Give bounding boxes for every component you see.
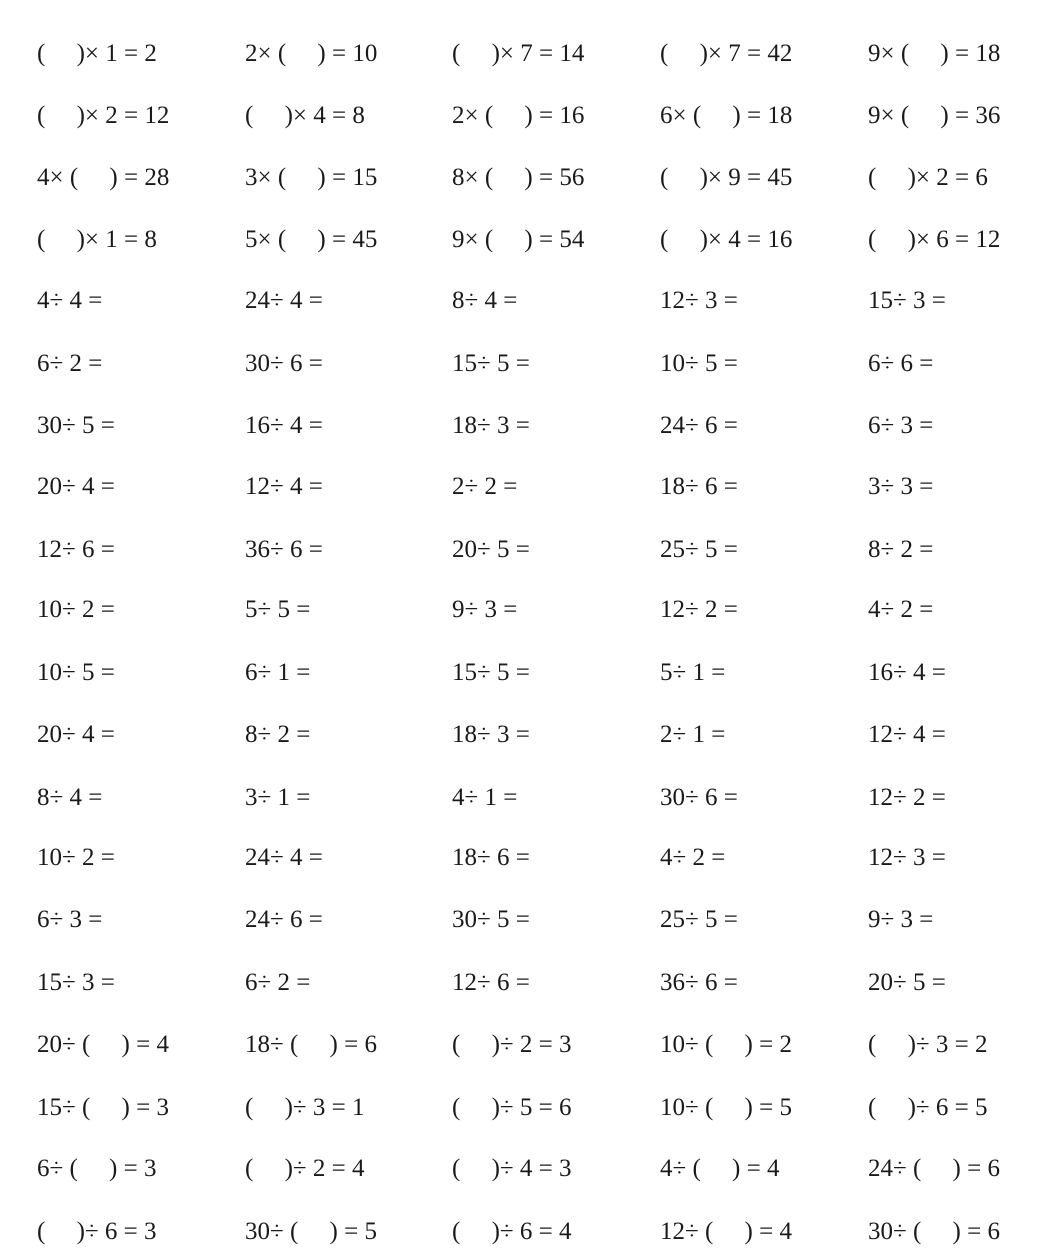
problem: 2÷ 2 = <box>452 473 518 500</box>
problem: 15÷ 3 = <box>37 969 115 996</box>
problem: 20÷ ( ) = 4 <box>37 1031 169 1058</box>
problem: 18÷ 3 = <box>452 412 530 439</box>
problem: ( )× 2 = 12 <box>37 102 170 129</box>
problem: 5÷ 5 = <box>245 596 311 623</box>
problem: ( )× 1 = 2 <box>37 40 157 67</box>
problem: 8÷ 2 = <box>245 721 311 748</box>
problem: ( )÷ 5 = 6 <box>452 1094 572 1121</box>
problem: 8÷ 2 = <box>868 536 934 563</box>
problem: 20÷ 5 = <box>452 536 530 563</box>
problem: ( )÷ 2 = 3 <box>452 1031 572 1058</box>
problem: 24÷ 4 = <box>245 287 323 314</box>
problem: 25÷ 5 = <box>660 536 738 563</box>
problem-row <box>0 715 1056 755</box>
problem: ( )÷ 6 = 3 <box>37 1218 157 1245</box>
problem-row <box>0 1149 1056 1189</box>
problem: 4÷ 2 = <box>868 596 934 623</box>
problem: 24÷ 4 = <box>245 844 323 871</box>
problem: 18÷ 6 = <box>660 473 738 500</box>
problem-row <box>0 963 1056 1003</box>
problem: 15÷ 3 = <box>868 287 946 314</box>
problem: 36÷ 6 = <box>660 969 738 996</box>
problem: 6÷ 2 = <box>37 350 103 377</box>
problem: 15÷ 5 = <box>452 659 530 686</box>
problem: ( )× 2 = 6 <box>868 164 988 191</box>
problem: 30÷ 6 = <box>245 350 323 377</box>
problem: ( )× 7 = 42 <box>660 40 793 67</box>
problem: 36÷ 6 = <box>245 536 323 563</box>
problem: 30÷ ( ) = 5 <box>245 1218 377 1245</box>
problem: 9÷ 3 = <box>868 906 934 933</box>
problem-row <box>0 590 1056 630</box>
problem: 10÷ 2 = <box>37 844 115 871</box>
problem: ( )× 7 = 14 <box>452 40 585 67</box>
problem: ( )÷ 3 = 1 <box>245 1094 365 1121</box>
problem: 6÷ 3 = <box>868 412 934 439</box>
problem: ( )÷ 6 = 4 <box>452 1218 572 1245</box>
problem-row <box>0 838 1056 878</box>
problem: ( )× 1 = 8 <box>37 226 157 253</box>
problem: 18÷ 6 = <box>452 844 530 871</box>
problem: 30÷ 5 = <box>37 412 115 439</box>
problem: 12÷ 6 = <box>37 536 115 563</box>
problem: 6÷ 3 = <box>37 906 103 933</box>
problem: 4× ( ) = 28 <box>37 164 170 191</box>
problem: 6÷ ( ) = 3 <box>37 1155 157 1182</box>
problem: 9÷ 3 = <box>452 596 518 623</box>
problem: ( )× 9 = 45 <box>660 164 793 191</box>
problem: ( )× 6 = 12 <box>868 226 1001 253</box>
problem: 6× ( ) = 18 <box>660 102 793 129</box>
problem: 8÷ 4 = <box>452 287 518 314</box>
problem: 16÷ 4 = <box>868 659 946 686</box>
problem: 24÷ 6 = <box>660 412 738 439</box>
problem-row <box>0 281 1056 321</box>
problem-row <box>0 344 1056 384</box>
problem: 12÷ 2 = <box>868 784 946 811</box>
problem: 12÷ 3 = <box>868 844 946 871</box>
problem: 12÷ 4 = <box>245 473 323 500</box>
problem: ( )÷ 4 = 3 <box>452 1155 572 1182</box>
problem: ( )÷ 6 = 5 <box>868 1094 988 1121</box>
problem: 20÷ 4 = <box>37 473 115 500</box>
problem-row <box>0 220 1056 260</box>
problem: 30÷ ( ) = 6 <box>868 1218 1000 1245</box>
problem-row <box>0 530 1056 570</box>
problem: ( )÷ 3 = 2 <box>868 1031 988 1058</box>
problem-row <box>0 1212 1056 1252</box>
problem: 15÷ ( ) = 3 <box>37 1094 169 1121</box>
problem: 4÷ ( ) = 4 <box>660 1155 780 1182</box>
problem-row <box>0 467 1056 507</box>
problem: 18÷ ( ) = 6 <box>245 1031 377 1058</box>
problem: 6÷ 6 = <box>868 350 934 377</box>
problem: 4÷ 1 = <box>452 784 518 811</box>
problem: 3× ( ) = 15 <box>245 164 378 191</box>
problem: 5÷ 1 = <box>660 659 726 686</box>
problem-row <box>0 778 1056 818</box>
problem: 20÷ 5 = <box>868 969 946 996</box>
problem: 10÷ ( ) = 2 <box>660 1031 792 1058</box>
problem: 12÷ ( ) = 4 <box>660 1218 792 1245</box>
problem: 9× ( ) = 54 <box>452 226 585 253</box>
problem: 8÷ 4 = <box>37 784 103 811</box>
problem: 10÷ 5 = <box>37 659 115 686</box>
problem: 30÷ 5 = <box>452 906 530 933</box>
problem: 2× ( ) = 16 <box>452 102 585 129</box>
problem: 20÷ 4 = <box>37 721 115 748</box>
problem: 15÷ 5 = <box>452 350 530 377</box>
problem: 10÷ 5 = <box>660 350 738 377</box>
problem: ( )× 4 = 16 <box>660 226 793 253</box>
problem-row <box>0 1025 1056 1065</box>
problem: 12÷ 2 = <box>660 596 738 623</box>
problem: 9× ( ) = 36 <box>868 102 1001 129</box>
problem: 25÷ 5 = <box>660 906 738 933</box>
problem: 3÷ 3 = <box>868 473 934 500</box>
problem: 10÷ 2 = <box>37 596 115 623</box>
problem: 12÷ 3 = <box>660 287 738 314</box>
problem: 10÷ ( ) = 5 <box>660 1094 792 1121</box>
problem: 5× ( ) = 45 <box>245 226 378 253</box>
problem-row <box>0 900 1056 940</box>
problem: 3÷ 1 = <box>245 784 311 811</box>
problem: ( )× 4 = 8 <box>245 102 365 129</box>
problem: 30÷ 6 = <box>660 784 738 811</box>
problem-row <box>0 34 1056 74</box>
problem: 12÷ 6 = <box>452 969 530 996</box>
problem-row <box>0 406 1056 446</box>
problem: 12÷ 4 = <box>868 721 946 748</box>
problem: 18÷ 3 = <box>452 721 530 748</box>
problem: 4÷ 2 = <box>660 844 726 871</box>
problem: 6÷ 1 = <box>245 659 311 686</box>
problem: 8× ( ) = 56 <box>452 164 585 191</box>
problem-row <box>0 653 1056 693</box>
problem: 24÷ 6 = <box>245 906 323 933</box>
problem-row <box>0 158 1056 198</box>
problem-row <box>0 96 1056 136</box>
problem: 2÷ 1 = <box>660 721 726 748</box>
problem: ( )÷ 2 = 4 <box>245 1155 365 1182</box>
problem: 6÷ 2 = <box>245 969 311 996</box>
problem: 2× ( ) = 10 <box>245 40 378 67</box>
problem: 9× ( ) = 18 <box>868 40 1001 67</box>
problem: 16÷ 4 = <box>245 412 323 439</box>
problem: 24÷ ( ) = 6 <box>868 1155 1000 1182</box>
problem: 4÷ 4 = <box>37 287 103 314</box>
problem-row <box>0 1088 1056 1128</box>
